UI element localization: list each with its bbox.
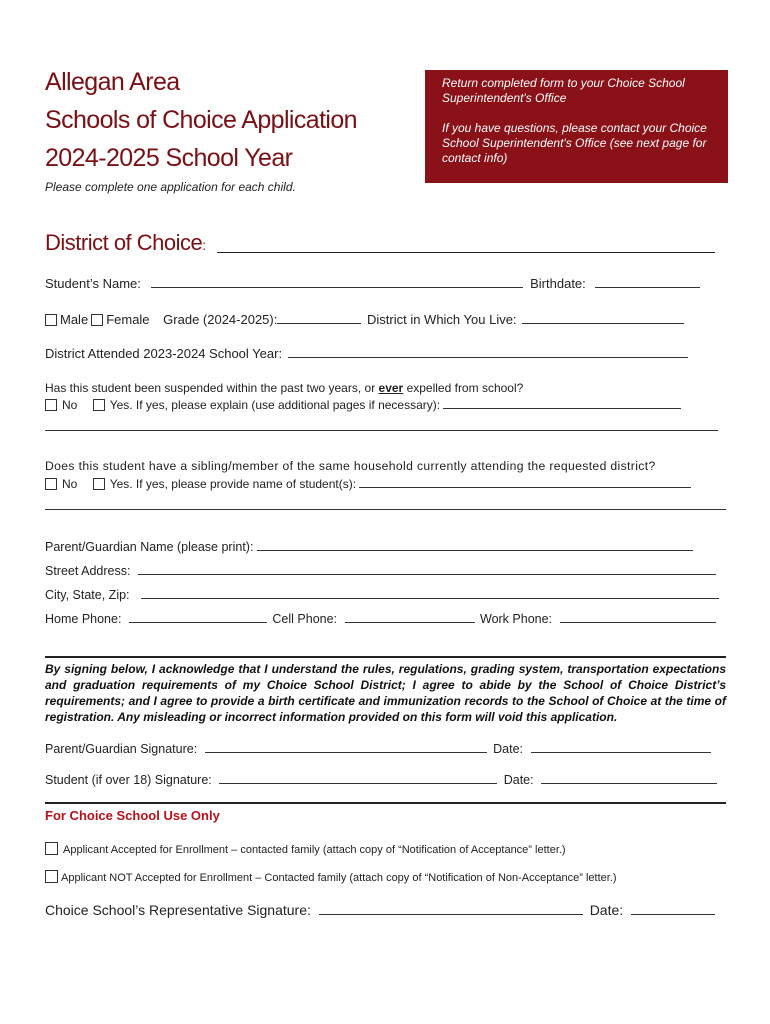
sibling-no-label: No xyxy=(62,477,78,491)
city-label: City, State, Zip: xyxy=(45,588,130,602)
suspended-no-label: No xyxy=(62,398,78,412)
parent-name-row xyxy=(45,539,693,554)
home-phone-field[interactable] xyxy=(129,611,267,623)
city-row xyxy=(45,587,719,602)
birthdate-label: Birthdate: xyxy=(530,276,586,291)
student-signature-label: Student (if over 18) Signature: xyxy=(45,773,212,787)
district-of-choice-field[interactable] xyxy=(217,252,715,253)
district-attended-field[interactable] xyxy=(288,346,688,358)
divider-top xyxy=(45,656,726,658)
suspended-extra-line[interactable] xyxy=(45,430,718,431)
rep-signature-row xyxy=(45,902,715,918)
title-line-3: 2024-2025 School Year xyxy=(45,144,293,172)
parent-name-label: Parent/Guardian Name (please print): xyxy=(45,540,254,554)
subtitle: Please complete one application for each child. xyxy=(45,180,296,194)
district-of-choice-label: District of Choice: xyxy=(45,230,206,255)
work-phone-label: Work Phone: xyxy=(480,612,553,626)
home-phone-label: Home Phone: xyxy=(45,612,122,626)
suspended-yes-label: Yes. If yes, please explain (use additional pages if necessary): xyxy=(109,398,441,412)
student-date-label: Date: xyxy=(503,773,534,787)
title-line-2: Schools of Choice Application xyxy=(45,106,357,134)
gender-row xyxy=(45,312,684,327)
grade-field[interactable] xyxy=(277,312,361,324)
student-name-field[interactable] xyxy=(151,276,523,288)
not-accepted-label: Applicant NOT Accepted for Enrollment – Contacted family (attach copy of “Notification of Non-Acceptance” letter.) xyxy=(61,872,617,884)
accepted-label: Applicant Accepted for Enrollment – contacted family (attach copy of “Notification of Acceptance” letter.) xyxy=(63,844,566,856)
grade-label: Grade (2024-2025): xyxy=(163,312,278,327)
rep-date-field[interactable] xyxy=(631,902,715,915)
accepted-checkbox[interactable] xyxy=(45,842,58,855)
info-box xyxy=(425,70,728,183)
sibling-extra-line[interactable] xyxy=(45,509,726,510)
suspended-no-checkbox[interactable] xyxy=(45,399,57,411)
sibling-answer-row xyxy=(45,476,691,491)
parent-signature-label: Parent/Guardian Signature: xyxy=(45,742,198,756)
work-phone-field[interactable] xyxy=(560,611,716,623)
suspended-question: Has this student been suspended within the past two years, or ever expelled from school? xyxy=(45,381,524,395)
student-date-field[interactable] xyxy=(541,772,717,784)
rep-signature-field[interactable] xyxy=(319,902,583,915)
not-accepted-checkbox[interactable] xyxy=(45,870,58,883)
street-row xyxy=(45,563,716,578)
suspended-answer-row xyxy=(45,397,681,412)
parent-name-field[interactable] xyxy=(257,539,693,551)
parent-signature-row xyxy=(45,741,711,756)
info-questions: If you have questions, please contact your Choice School Superintendent's Office (see next page for contact info) xyxy=(442,121,707,165)
phone-row xyxy=(45,611,716,626)
student-signature-row xyxy=(45,772,717,787)
city-field[interactable] xyxy=(141,587,719,599)
male-checkbox[interactable] xyxy=(45,314,57,326)
rep-signature-label: Choice School’s Representative Signature: xyxy=(45,902,311,918)
suspended-yes-checkbox[interactable] xyxy=(93,399,105,411)
sibling-names-field[interactable] xyxy=(359,476,691,488)
street-field[interactable] xyxy=(138,563,716,575)
student-signature-field[interactable] xyxy=(219,772,497,784)
title-line-1: Allegan Area xyxy=(45,68,180,96)
birthdate-field[interactable] xyxy=(595,276,700,288)
info-return: Return completed form to your Choice School Superintendent's Office xyxy=(442,76,685,105)
office-use-heading: For Choice School Use Only xyxy=(45,808,220,823)
sibling-yes-checkbox[interactable] xyxy=(93,478,105,490)
acknowledgement-text: By signing below, I acknowledge that I understand the rules, regulations, grading system, transportation expectations and graduation requirements of my Choice School District; I agree to abide by the School of Choice District’s requirements; and I agree to provide a birth certificate and immunization records to the School of Choice at the time of registration. Any misleading or incorrect information provided on this form will void this application. xyxy=(45,662,726,724)
accepted-row xyxy=(45,842,566,856)
district-live-field[interactable] xyxy=(522,312,684,324)
suspended-explain-field[interactable] xyxy=(443,397,681,409)
student-row xyxy=(45,276,700,291)
street-label: Street Address: xyxy=(45,564,131,578)
parent-date-label: Date: xyxy=(493,742,524,756)
district-attended-row xyxy=(45,346,688,361)
sibling-no-checkbox[interactable] xyxy=(45,478,57,490)
divider-bottom xyxy=(45,802,726,804)
cell-phone-label: Cell Phone: xyxy=(272,612,338,626)
rep-date-label: Date: xyxy=(589,902,624,918)
not-accepted-row xyxy=(45,870,617,884)
district-attended-label: District Attended 2023-2024 School Year: xyxy=(45,346,283,361)
male-label: Male xyxy=(60,312,89,327)
cell-phone-field[interactable] xyxy=(345,611,475,623)
female-label: Female xyxy=(106,312,150,327)
sibling-question: Does this student have a sibling/member of the same household currently attending the requested district? xyxy=(45,459,656,473)
parent-signature-field[interactable] xyxy=(205,741,487,753)
female-checkbox[interactable] xyxy=(91,314,103,326)
sibling-yes-label: Yes. If yes, please provide name of student(s): xyxy=(109,477,357,491)
student-name-label: Student’s Name: xyxy=(45,276,141,291)
parent-date-field[interactable] xyxy=(531,741,711,753)
district-live-label: District in Which You Live: xyxy=(366,312,517,327)
